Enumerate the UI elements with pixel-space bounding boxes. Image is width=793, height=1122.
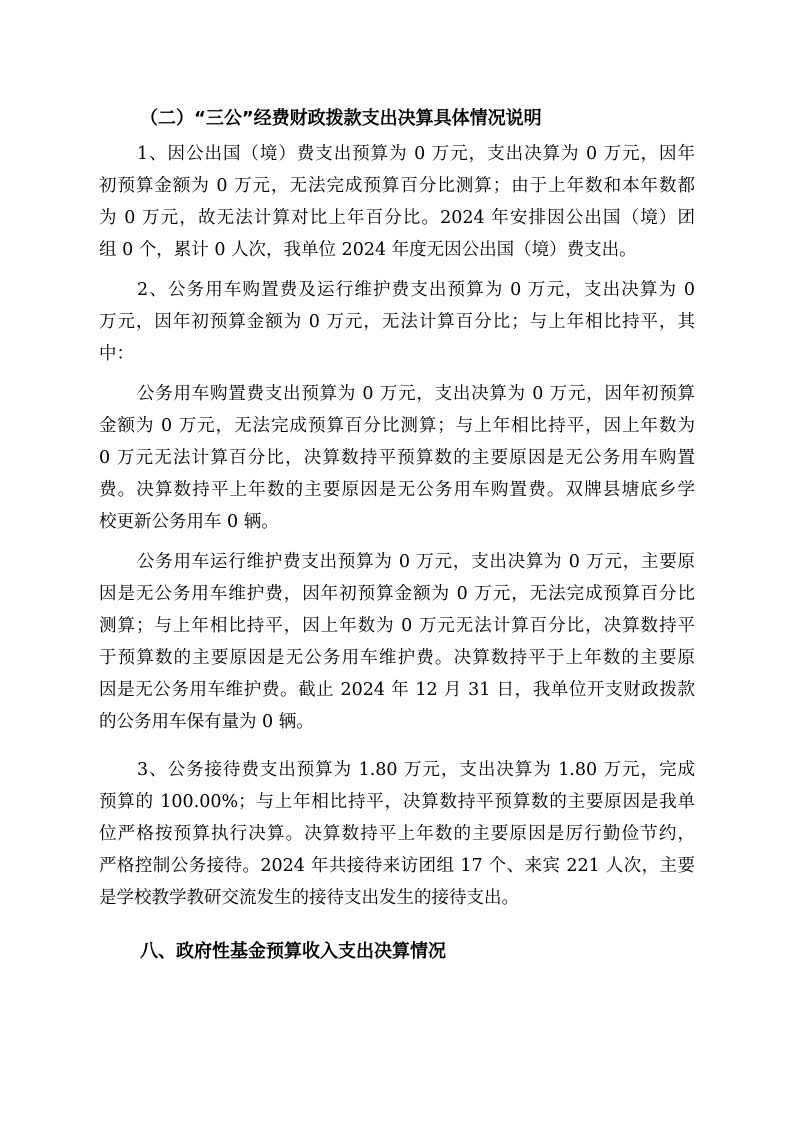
- text-line: 严格控制公务接待。2024 年共接待来访团组 17 个、来宾 221 人次，主要: [99, 856, 695, 876]
- paragraph-reception-expense: [99, 754, 695, 914]
- text-line: 费。决算数持平上年数的主要原因是无公务用车购置费。双牌县塘底乡学: [99, 480, 695, 500]
- text-line: 公务用车购置费支出预算为 0 万元，支出决算为 0 万元，因年初预算: [137, 384, 695, 404]
- text-line: 预算的 100.00%；与上年相比持平，决算数持平预算数的主要原因是我单: [99, 792, 695, 812]
- text-line: 校更新公务用车 0 辆。: [99, 512, 279, 532]
- text-line: 初预算金额为 0 万元，无法完成预算百分比测算；由于上年数和本年数都: [99, 176, 695, 196]
- text-line: 为 0 万元，故无法计算对比上年百分比。2024 年安排因公出国（境）团: [99, 208, 695, 228]
- paragraph-vehicle-purchase: [99, 378, 695, 538]
- paragraph-abroad-expense: [99, 138, 695, 266]
- section-heading-government-fund: 八、政府性基金预算收入支出决算情况: [140, 941, 446, 962]
- text-line: 1、因公出国（境）费支出预算为 0 万元，支出决算为 0 万元，因年: [137, 144, 695, 164]
- text-line: 0 万元无法计算百分比，决算数持平预算数的主要原因是无公务用车购置: [99, 448, 695, 468]
- text-line: 于预算数的主要原因是无公务用车维护费。决算数持平于上年数的主要原: [99, 648, 695, 668]
- text-line: 中：: [99, 344, 134, 364]
- text-line: 金额为 0 万元，无法完成预算百分比测算；与上年相比持平，因上年数为: [99, 416, 695, 436]
- paragraph-vehicle-maintenance: [99, 546, 695, 738]
- text-line: 位严格按预算执行决算。决算数持平上年数的主要原因是厉行勤俭节约，: [99, 824, 695, 844]
- paragraph-vehicle-expense: [99, 274, 695, 370]
- text-line: 是学校教学教研交流发生的接待支出发生的接待支出。: [99, 888, 519, 908]
- text-line: 万元，因年初预算金额为 0 万元，无法计算百分比；与上年相比持平，其: [99, 312, 695, 332]
- text-line: 因是无公务用车维护费。截止 2024 年 12 月 31 日，我单位开支财政拨款: [99, 680, 695, 700]
- text-line: 公务用车运行维护费支出预算为 0 万元，支出决算为 0 万元，主要原: [137, 552, 695, 572]
- text-line: 因是无公务用车维护费，因年初预算金额为 0 万元，无法完成预算百分比: [99, 584, 695, 604]
- section-heading-sangong: （二）“三公”经费财政拨款支出决算具体情况说明: [140, 108, 542, 129]
- text-line: 3、公务接待费支出预算为 1.80 万元，支出决算为 1.80 万元，完成: [137, 760, 695, 780]
- text-line: 的公务用车保有量为 0 辆。: [99, 712, 314, 732]
- text-line: 测算；与上年相比持平，因上年数为 0 万元无法计算百分比，决算数持平: [99, 616, 695, 636]
- text-line: 2、公务用车购置费及运行维护费支出预算为 0 万元，支出决算为 0: [137, 280, 695, 300]
- text-line: 组 0 个，累计 0 人次，我单位 2024 年度无因公出国（境）费支出。: [99, 240, 637, 260]
